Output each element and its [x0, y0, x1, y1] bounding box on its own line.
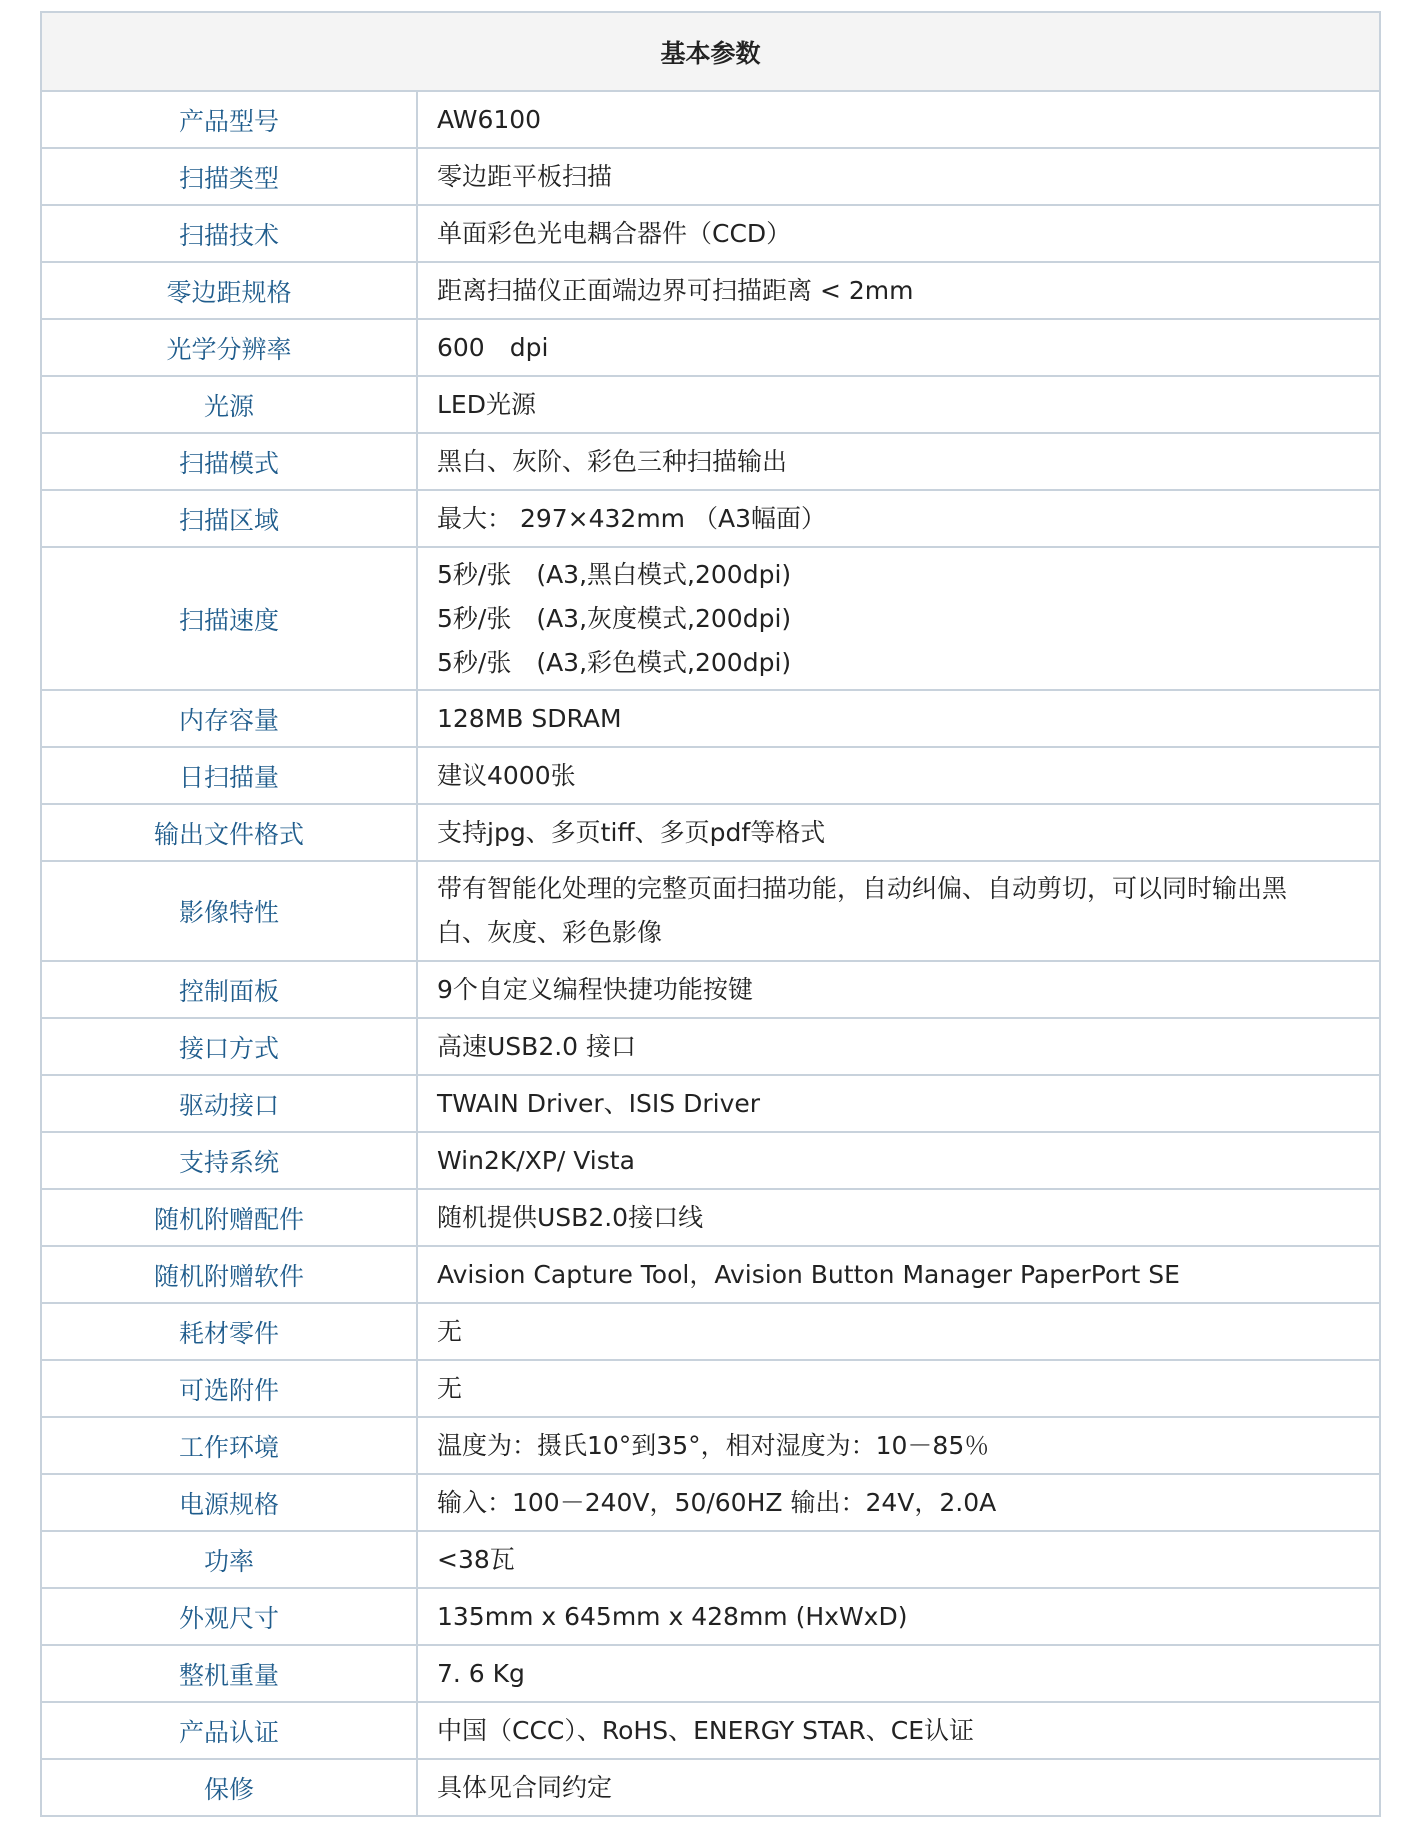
- row-label: 保修: [41, 1759, 417, 1816]
- row-value: [417, 319, 1380, 376]
- row-value: [417, 1246, 1380, 1303]
- row-value-line: 128MB SDRAM: [437, 703, 622, 733]
- table-row: [41, 1018, 1380, 1075]
- row-value: [417, 1303, 1380, 1360]
- row-label: 电源规格: [41, 1474, 417, 1531]
- row-label: 扫描速度: [41, 547, 417, 690]
- table-row: [41, 1246, 1380, 1303]
- row-label: 控制面板: [41, 961, 417, 1018]
- table-row: [41, 747, 1380, 804]
- row-value-line: 温度为：摄氏10°到35°，相对湿度为：10－85％: [437, 1430, 990, 1460]
- row-value-line: 9个自定义编程快捷功能按键: [437, 974, 753, 1004]
- row-value: [417, 1018, 1380, 1075]
- row-label: 内存容量: [41, 690, 417, 747]
- row-value: [417, 804, 1380, 861]
- table-row: [41, 376, 1380, 433]
- row-label: 扫描类型: [41, 148, 417, 205]
- row-value-line: 白、灰度、彩色影像: [437, 918, 663, 947]
- row-label: 扫描技术: [41, 205, 417, 262]
- table-header-row: [41, 12, 1380, 91]
- row-value: [417, 376, 1380, 433]
- table-row: [41, 205, 1380, 262]
- row-label: 随机附赠软件: [41, 1246, 417, 1303]
- row-value: [417, 262, 1380, 319]
- row-label: 扫描区域: [41, 490, 417, 547]
- table-row: [41, 1132, 1380, 1189]
- row-value-line: 具体见合同约定: [437, 1772, 613, 1802]
- row-value-line: 600 dpi: [437, 332, 549, 362]
- row-label: 随机附赠配件: [41, 1189, 417, 1246]
- row-value: [417, 690, 1380, 747]
- row-label: 功率: [41, 1531, 417, 1588]
- row-label: 扫描模式: [41, 433, 417, 490]
- spec-table-body: [41, 91, 1380, 1816]
- table-row: [41, 1645, 1380, 1702]
- row-value-line: 高速USB2.0 接口: [437, 1031, 637, 1061]
- table-row: [41, 148, 1380, 205]
- row-value: [417, 490, 1380, 547]
- table-row: [41, 1360, 1380, 1417]
- table-row: [41, 91, 1380, 148]
- row-value-line: 建议4000张: [437, 760, 576, 790]
- row-value: [417, 433, 1380, 490]
- table-row: [41, 1588, 1380, 1645]
- row-value-line: TWAIN Driver、ISIS Driver: [437, 1088, 761, 1118]
- row-value-line: LED光源: [437, 389, 536, 419]
- row-value-line: 距离扫描仪正面端边界可扫描距离 < 2mm: [437, 275, 914, 305]
- row-value-line: Avision Capture Tool，Avision Button Manager PaperPort SE: [437, 1259, 1180, 1289]
- row-label: 产品型号: [41, 91, 417, 148]
- table-row: [41, 1075, 1380, 1132]
- row-value: [417, 747, 1380, 804]
- table-row: [41, 1702, 1380, 1759]
- row-label: 耗材零件: [41, 1303, 417, 1360]
- row-value-line: <38瓦: [437, 1544, 515, 1574]
- row-value: [417, 1360, 1380, 1417]
- table-row: [41, 433, 1380, 490]
- table-header: 基本参数: [41, 12, 1380, 91]
- row-label: 整机重量: [41, 1645, 417, 1702]
- row-label: 光学分辨率: [41, 319, 417, 376]
- row-value: [417, 1189, 1380, 1246]
- row-value: [417, 1132, 1380, 1189]
- row-label: 可选附件: [41, 1360, 417, 1417]
- table-row: [41, 804, 1380, 861]
- table-row: [41, 1759, 1380, 1816]
- row-label: 接口方式: [41, 1018, 417, 1075]
- row-label: 输出文件格式: [41, 804, 417, 861]
- row-value-line: 135mm x 645mm x 428mm (HxWxD): [437, 1601, 908, 1631]
- row-value-line: Win2K/XP/ Vista: [437, 1145, 635, 1175]
- row-value-line: AW6100: [437, 104, 542, 134]
- table-row: [41, 319, 1380, 376]
- row-value-line: 带有智能化处理的完整页面扫描功能，自动纠偏、自动剪切，可以同时输出黑: [437, 874, 1288, 903]
- row-value: [417, 1531, 1380, 1588]
- row-value: [417, 91, 1380, 148]
- row-value: [417, 547, 1380, 690]
- table-row: [41, 490, 1380, 547]
- row-value-line: 无: [437, 1373, 463, 1403]
- row-value-line: 输入：100－240V，50/60HZ 输出：24V，2.0A: [437, 1487, 997, 1517]
- table-row: [41, 1531, 1380, 1588]
- row-label: 工作环境: [41, 1417, 417, 1474]
- row-value-line: 黑白、灰阶、彩色三种扫描输出: [437, 446, 788, 476]
- row-value: [417, 1588, 1380, 1645]
- row-value-line: 支持jpg、多页tiff、多页pdf等格式: [437, 817, 826, 847]
- spec-table: [40, 11, 1381, 1817]
- row-value: [417, 1759, 1380, 1816]
- row-value: [417, 961, 1380, 1018]
- row-value-line: 最大： 297×432mm （A3幅面）: [437, 503, 826, 533]
- row-value: [417, 148, 1380, 205]
- table-row: [41, 1303, 1380, 1360]
- row-value: [417, 1474, 1380, 1531]
- row-label: 影像特性: [41, 861, 417, 961]
- row-label: 零边距规格: [41, 262, 417, 319]
- row-value-line: 无: [437, 1316, 463, 1346]
- table-row: [41, 1474, 1380, 1531]
- row-value-line: 零边距平板扫描: [437, 161, 613, 191]
- row-value: [417, 205, 1380, 262]
- table-row: [41, 547, 1380, 690]
- row-label: 驱动接口: [41, 1075, 417, 1132]
- row-value-line: 5秒/张 (A3,黑白模式,200dpi): [437, 559, 792, 589]
- row-value-line: 单面彩色光电耦合器件（CCD）: [437, 218, 792, 248]
- row-label: 支持系统: [41, 1132, 417, 1189]
- table-row: [41, 690, 1380, 747]
- table-row: [41, 861, 1380, 961]
- table-row: [41, 1417, 1380, 1474]
- row-value-line: 7. 6 Kg: [437, 1658, 525, 1688]
- row-value: [417, 1645, 1380, 1702]
- row-label: 产品认证: [41, 1702, 417, 1759]
- row-value: [417, 1702, 1380, 1759]
- row-value-line: 随机提供USB2.0接口线: [437, 1202, 704, 1232]
- row-value-line: 5秒/张 (A3,彩色模式,200dpi): [437, 647, 792, 677]
- row-label: 外观尺寸: [41, 1588, 417, 1645]
- row-value: [417, 1417, 1380, 1474]
- row-label: 日扫描量: [41, 747, 417, 804]
- row-value: [417, 861, 1380, 961]
- row-value-line: 中国（CCC）、RoHS、ENERGY STAR、CE认证: [437, 1715, 975, 1745]
- row-value: [417, 1075, 1380, 1132]
- table-row: [41, 1189, 1380, 1246]
- row-value-line: 5秒/张 (A3,灰度模式,200dpi): [437, 603, 792, 633]
- row-label: 光源: [41, 376, 417, 433]
- table-row: [41, 961, 1380, 1018]
- table-row: [41, 262, 1380, 319]
